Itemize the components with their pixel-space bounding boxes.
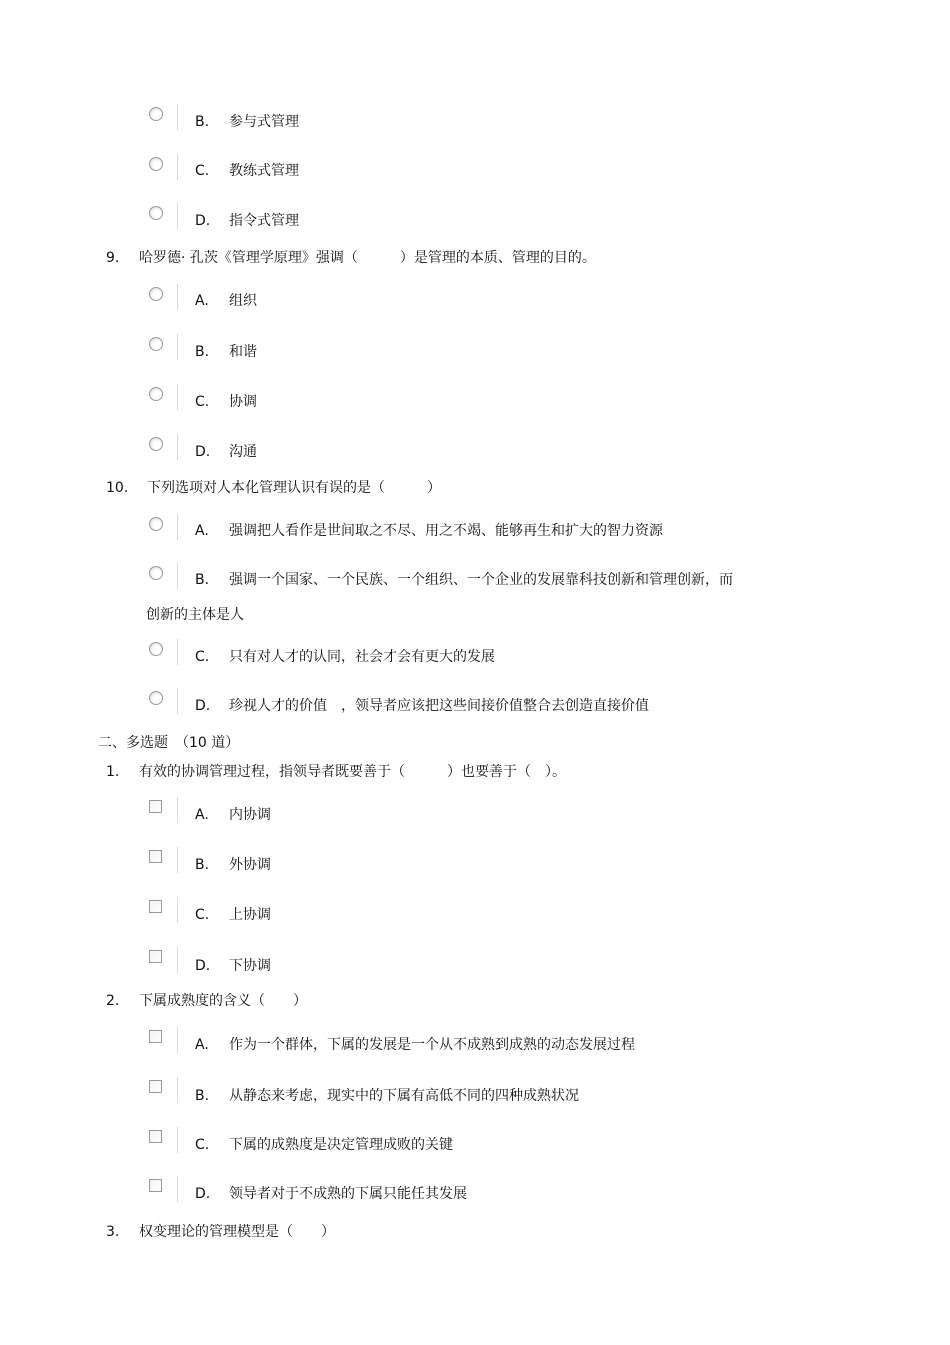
m1-option-b-checkbox[interactable] bbox=[146, 847, 176, 871]
m2-option-d-checkbox[interactable] bbox=[146, 1176, 176, 1200]
m1-number: 1. bbox=[106, 764, 120, 780]
q9-option-d-letter: D. bbox=[195, 444, 211, 460]
q8-option-b-radio[interactable] bbox=[146, 104, 176, 128]
q8-option-d-letter: D. bbox=[195, 213, 211, 229]
checkbox-icon bbox=[149, 850, 162, 863]
m2-option-b-text: 从静态来考虑，现实中的下属有高低不同的四种成熟状况 bbox=[229, 1088, 579, 1104]
m3-number: 3. bbox=[106, 1224, 120, 1240]
m1-option-c-text: 上协调 bbox=[229, 907, 271, 923]
q9-text: 哈罗德· 孔茨《管理学原理》强调（ ）是管理的本质、管理的目的。 bbox=[139, 250, 596, 266]
q10-option-d-letter: D. bbox=[195, 698, 211, 714]
q10-option-d-text: 珍视人才的价值 ，领导者应该把这些间接价值整合去创造直接价值 bbox=[229, 698, 649, 714]
m1-option-a-checkbox[interactable] bbox=[146, 797, 176, 821]
radio-icon bbox=[149, 691, 163, 705]
q9-option-a-letter: A. bbox=[195, 293, 209, 309]
q8-option-c-radio[interactable] bbox=[146, 154, 176, 178]
q10-number: 10. bbox=[106, 480, 129, 496]
radio-icon bbox=[149, 437, 163, 451]
q9-option-c-letter: C. bbox=[195, 394, 210, 410]
m2-option-b-checkbox[interactable] bbox=[146, 1077, 176, 1101]
q8-option-d-radio[interactable] bbox=[146, 203, 176, 227]
q10-text: 下列选项对人本化管理认识有误的是（ ） bbox=[147, 480, 441, 496]
q10-option-c-text: 只有对人才的认同，社会才会有更大的发展 bbox=[229, 649, 495, 665]
m1-option-c-letter: C. bbox=[195, 907, 210, 923]
m2-option-b-letter: B. bbox=[195, 1088, 210, 1104]
m2-number: 2. bbox=[106, 993, 120, 1009]
radio-icon bbox=[149, 287, 163, 301]
m2-text: 下属成熟度的含义（ ） bbox=[139, 993, 307, 1009]
q8-option-c-letter: C. bbox=[195, 163, 210, 179]
m2-option-a-text: 作为一个群体，下属的发展是一个从不成熟到成熟的动态发展过程 bbox=[229, 1037, 635, 1053]
m1-option-b-letter: B. bbox=[195, 857, 210, 873]
q9-option-d-text: 沟通 bbox=[229, 444, 257, 460]
m2-option-c-letter: C. bbox=[195, 1137, 210, 1153]
m1-option-d-text: 下协调 bbox=[229, 958, 271, 974]
radio-icon bbox=[149, 157, 163, 171]
m1-option-d-letter: D. bbox=[195, 958, 211, 974]
checkbox-icon bbox=[149, 950, 162, 963]
m2-option-d-letter: D. bbox=[195, 1186, 211, 1202]
checkbox-icon bbox=[149, 900, 162, 913]
q9-option-a-radio[interactable] bbox=[146, 284, 176, 308]
m1-option-b-text: 外协调 bbox=[229, 857, 271, 873]
m1-option-a-letter: A. bbox=[195, 807, 209, 823]
q9-option-d-radio[interactable] bbox=[146, 434, 176, 458]
q9-option-b-radio[interactable] bbox=[146, 334, 176, 358]
m1-option-c-checkbox[interactable] bbox=[146, 897, 176, 921]
q10-option-a-radio[interactable] bbox=[146, 514, 176, 538]
checkbox-icon bbox=[149, 1080, 162, 1093]
q9-option-b-letter: B. bbox=[195, 344, 210, 360]
m1-option-d-checkbox[interactable] bbox=[146, 947, 176, 971]
q9-option-a-text: 组织 bbox=[229, 293, 257, 309]
m2-option-a-checkbox[interactable] bbox=[146, 1027, 176, 1051]
section-heading-multiple-choice: 二、多选题 （10 道） bbox=[98, 735, 240, 751]
checkbox-icon bbox=[149, 800, 162, 813]
radio-icon bbox=[149, 206, 163, 220]
m2-option-c-checkbox[interactable] bbox=[146, 1127, 176, 1151]
radio-icon bbox=[149, 642, 163, 656]
q10-option-d-radio[interactable] bbox=[146, 688, 176, 712]
radio-icon bbox=[149, 387, 163, 401]
q8-option-c-text: 教练式管理 bbox=[229, 163, 299, 179]
q10-option-b-text: 强调一个国家、一个民族、一个组织、一个企业的发展靠科技创新和管理创新，而 bbox=[229, 572, 733, 588]
q10-option-b-radio[interactable] bbox=[146, 563, 176, 587]
m2-option-d-text: 领导者对于不成熟的下属只能任其发展 bbox=[229, 1186, 467, 1202]
q9-option-c-text: 协调 bbox=[229, 394, 257, 410]
q9-option-c-radio[interactable] bbox=[146, 384, 176, 408]
radio-icon bbox=[149, 107, 163, 121]
checkbox-icon bbox=[149, 1130, 162, 1143]
q10-option-c-letter: C. bbox=[195, 649, 210, 665]
q10-option-b-letter: B. bbox=[195, 572, 210, 588]
checkbox-icon bbox=[149, 1030, 162, 1043]
q8-option-b-text: 参与式管理 bbox=[229, 114, 299, 130]
radio-icon bbox=[149, 337, 163, 351]
q10-option-b-continuation: 创新的主体是人 bbox=[146, 607, 244, 623]
q8-option-b-letter: B. bbox=[195, 114, 210, 130]
q10-option-a-letter: A. bbox=[195, 523, 209, 539]
m1-option-a-text: 内协调 bbox=[229, 807, 271, 823]
radio-icon bbox=[149, 566, 163, 580]
radio-icon bbox=[149, 517, 163, 531]
m2-option-a-letter: A. bbox=[195, 1037, 209, 1053]
m1-text: 有效的协调管理过程，指领导者既要善于（ ）也要善于（ ）。 bbox=[139, 764, 566, 780]
q8-option-d-text: 指令式管理 bbox=[229, 213, 299, 229]
checkbox-icon bbox=[149, 1179, 162, 1192]
m2-option-c-text: 下属的成熟度是决定管理成败的关键 bbox=[229, 1137, 453, 1153]
q9-option-b-text: 和谐 bbox=[229, 344, 257, 360]
q10-option-c-radio[interactable] bbox=[146, 639, 176, 663]
q9-number: 9. bbox=[106, 250, 120, 266]
q10-option-a-text: 强调把人看作是世间取之不尽、用之不竭、能够再生和扩大的智力资源 bbox=[229, 523, 663, 539]
m3-text: 权变理论的管理模型是（ ） bbox=[139, 1224, 335, 1240]
